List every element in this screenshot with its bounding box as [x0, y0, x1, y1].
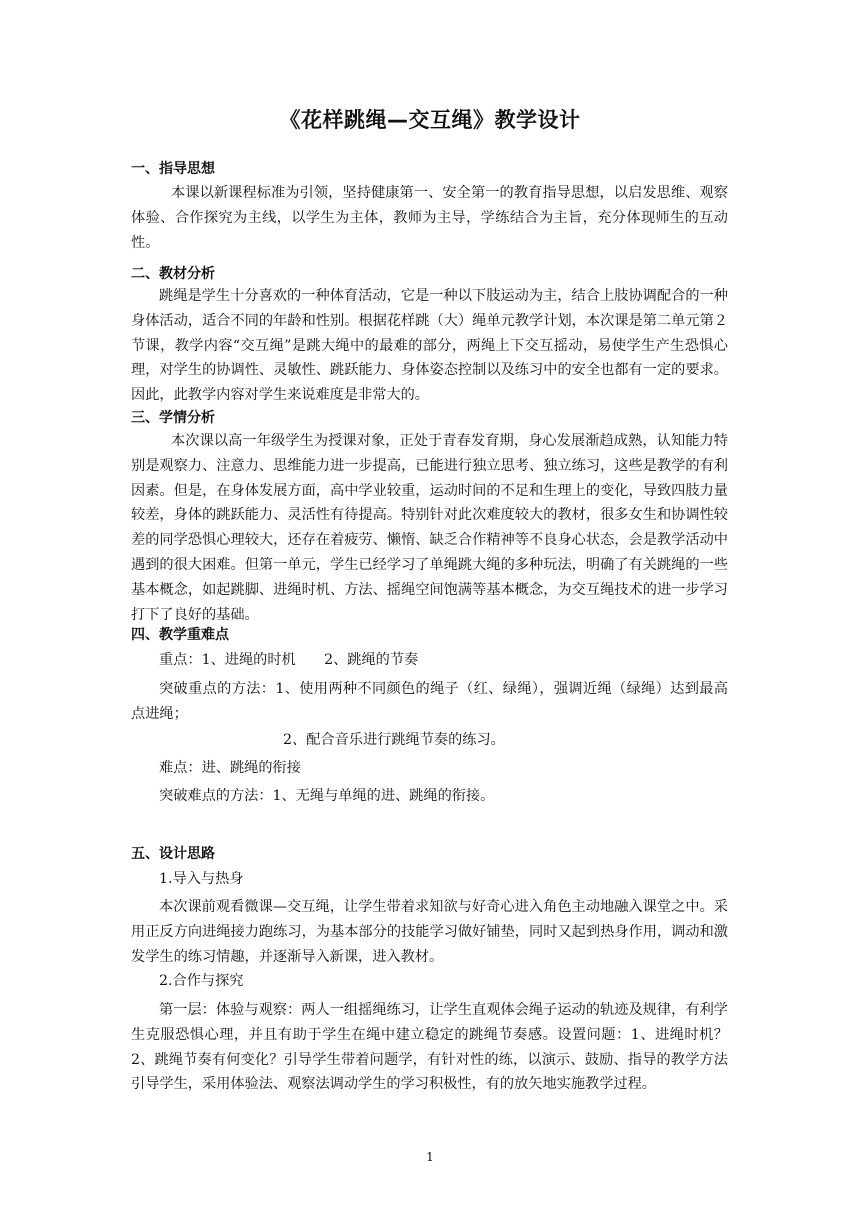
section-2-heading: 二、教材分析	[131, 266, 215, 282]
section-1-heading: 一、指导思想	[131, 161, 215, 177]
section-5-heading: 五、设计思路	[131, 846, 215, 862]
page-number: 1	[426, 1150, 434, 1164]
subsection-1-body: 本次课前观看微课—交互绳，让学生带着求知欲与好奇心进入角色主动地融入课堂之中。采用正反方向进绳接力跑练习，为基本部分的技能学习做好铺垫，同时又起到热身作用，调动和激发学生的练习情趣，并逐渐导入新课，进入教材。	[131, 899, 728, 965]
subsection-2-heading: 2.合作与探究	[159, 973, 244, 989]
key-points-method-2: 2、配合音乐进行跳绳节奏的练习。	[283, 732, 505, 748]
section-1-body: 本课以新课程标准为引领，坚持健康第一、安全第一的教育指导思想，以启发思维、观察体验、合作探究为主线，以学生为主体，教师为主导，学练结合为主旨，充分体现师生的互动性。	[131, 185, 728, 251]
subsection-2-body: 第一层：体验与观察：两人一组摇绳练习，让学生直观体会绳子运动的轨迹及规律，有利学生克服恐惧心理，并且有助于学生在绳中建立稳定的跳绳节奏感。设置问题：1、进绳时机？2、跳绳节奏有何变化？引导学生带着问题学，有针对性的练，以演示、鼓励、指导的教学方法引导学生，采用体验法、观察法调动学生的学习积极性，有的放矢地实施教学过程。	[131, 1002, 728, 1093]
key-points: 重点：1、进绳的时机 2、跳绳的节奏	[159, 652, 419, 668]
document-title: 《花样跳绳—交互绳》教学设计	[279, 108, 581, 132]
section-4-heading: 四、教学重难点	[131, 627, 229, 643]
section-3-body: 本次课以高一年级学生为授课对象，正处于青春发育期，身心发展渐趋成熟，认知能力特别是观察力、注意力、思维能力进一步提高，已能进行独立思考、独立练习，这些是教学的有利因素。但是，在身体发展方面，高中学业较重，运动时间的不足和生理上的变化，导致四肢力量较差，身体的跳跃能力、灵活性有待提高。特别针对此次难度较大的教材，很多女生和协调性较差的同学恐惧心理较大，还存在着疲劳、懒惰、缺乏合作精神等不良身心状态，会是教学活动中遇到的很大困难。但第一单元，学生已经学习了单绳跳大绳的多种玩法，明确了有关跳绳的一些基本概念，如起跳脚、进绳时机、方法、摇绳空间饱满等基本概念，为交互绳技术的进一步学习打下了良好的基础。	[131, 433, 728, 623]
difficulty-method: 突破难点的方法：1、无绳与单绳的进、跳绳的衔接。	[159, 788, 495, 804]
subsection-1-heading: 1.导入与热身	[159, 871, 244, 887]
section-2-body: 跳绳是学生十分喜欢的一种体育活动，它是一种以下肢运动为主，结合上肢协调配合的一种身体活动，适合不同的年龄和性别。根据花样跳（大）绳单元教学计划，本次课是第二单元第２节课，教学内容“交互绳”是跳大绳中的最难的部分，两绳上下交互摇动，易使学生产生恐惧心理，对学生的协调性、灵敏性、跳跃能力、身体姿态控制以及练习中的安全也都有一定的要求。因此，此教学内容对学生来说难度是非常大的。	[131, 288, 728, 404]
section-3-heading: 三、学情分析	[131, 410, 215, 426]
difficulty: 难点：进、跳绳的衔接	[159, 760, 301, 776]
key-points-method-1: 突破重点的方法：1、使用两种不同颜色的绳子（红、绿绳），强调近绳（绿绳）达到最高点进绳；	[131, 681, 728, 722]
